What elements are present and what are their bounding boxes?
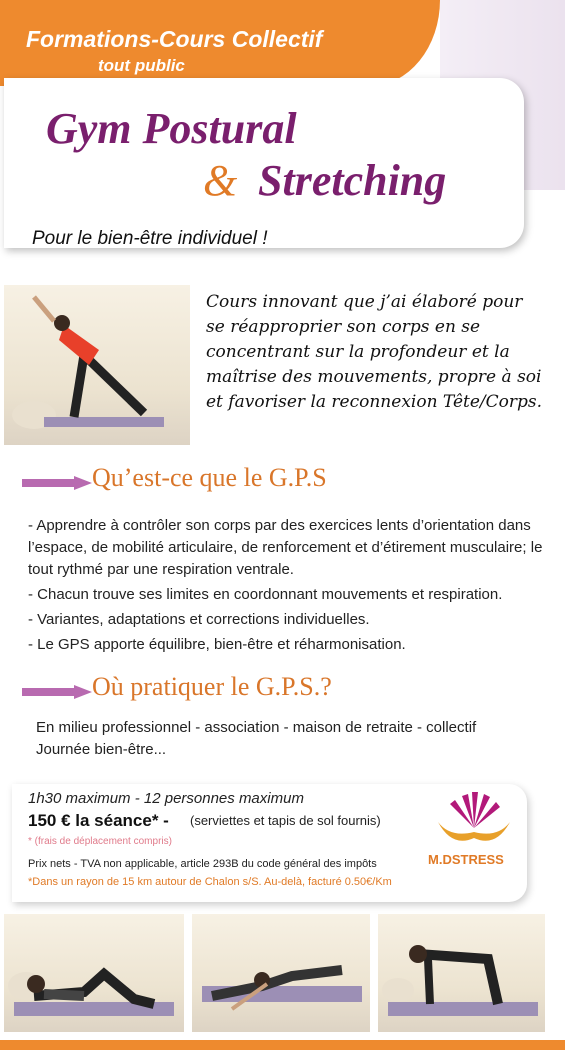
mdstress-logo-icon (432, 788, 516, 850)
section2-line1: En milieu professionnel - association - maison de retraite - collectif (36, 719, 477, 736)
section2-line2: Journée bien-être... (36, 741, 167, 758)
info-price: 150 € la séance* - (28, 811, 169, 830)
main-title-ampersand: & (203, 156, 238, 205)
section1-title: Qu’est-ce que le G.P.S (92, 463, 327, 492)
section1-paragraph: - Le GPS apporte équilibre, bien-être et réharmonisation. (28, 636, 406, 653)
header-subtitle: tout public (98, 56, 185, 75)
section2-body (36, 717, 556, 761)
header-title: Formations-Cours Collectif (26, 26, 323, 52)
section-arrow-icon (22, 476, 92, 490)
info-duration: 1h30 maximum - 12 personnes maximum (28, 790, 304, 807)
info-radius: *Dans un rayon de 15 km autour de Chalon s/S. Au-delà, facturé 0.50€/Km (28, 876, 392, 888)
main-title-line1: Gym Postural (46, 104, 297, 153)
main-title-line2: Stretching (258, 156, 447, 205)
bottom-photo-3 (378, 914, 545, 1032)
intro-photo (4, 285, 190, 445)
intro-text: Cours innovant que j’ai élaboré pour se réapproprier son corps en se concentrant sur la profondeur et la maîtrise des mouvements, propre à soi et favoriser la reconnexion Tête/Corps. (206, 292, 543, 412)
bottom-photo-1 (4, 914, 184, 1032)
section1-paragraph: - Chacun trouve ses limites en coordonnant mouvements et respiration. (28, 586, 503, 603)
logo-label: M.DSTRESS (428, 852, 504, 867)
section1-body (28, 515, 548, 656)
section1-paragraph: - Apprendre à contrôler son corps par des exercices lents d’orientation dans l’espace, de mobilité articulaire, de renforcement et d’étirement musculaire; le tout rythmé par une respiration ventrale. (28, 517, 543, 578)
info-travel-note: * (frais de déplacement compris) (28, 836, 172, 847)
section2-title: Où pratiquer le G.P.S.? (92, 672, 332, 701)
tagline: Pour le bien-être individuel ! (32, 228, 268, 249)
bottom-bar (0, 1040, 565, 1050)
info-price-note: (serviettes et tapis de sol fournis) (190, 813, 381, 828)
info-tva: Prix nets - TVA non applicable, article 293B du code général des impôts (28, 858, 377, 870)
bottom-photo-2 (192, 914, 370, 1032)
section-arrow-icon (22, 685, 92, 699)
section1-paragraph: - Variantes, adaptations et corrections individuelles. (28, 611, 370, 628)
intro-photo-figure (4, 285, 190, 445)
